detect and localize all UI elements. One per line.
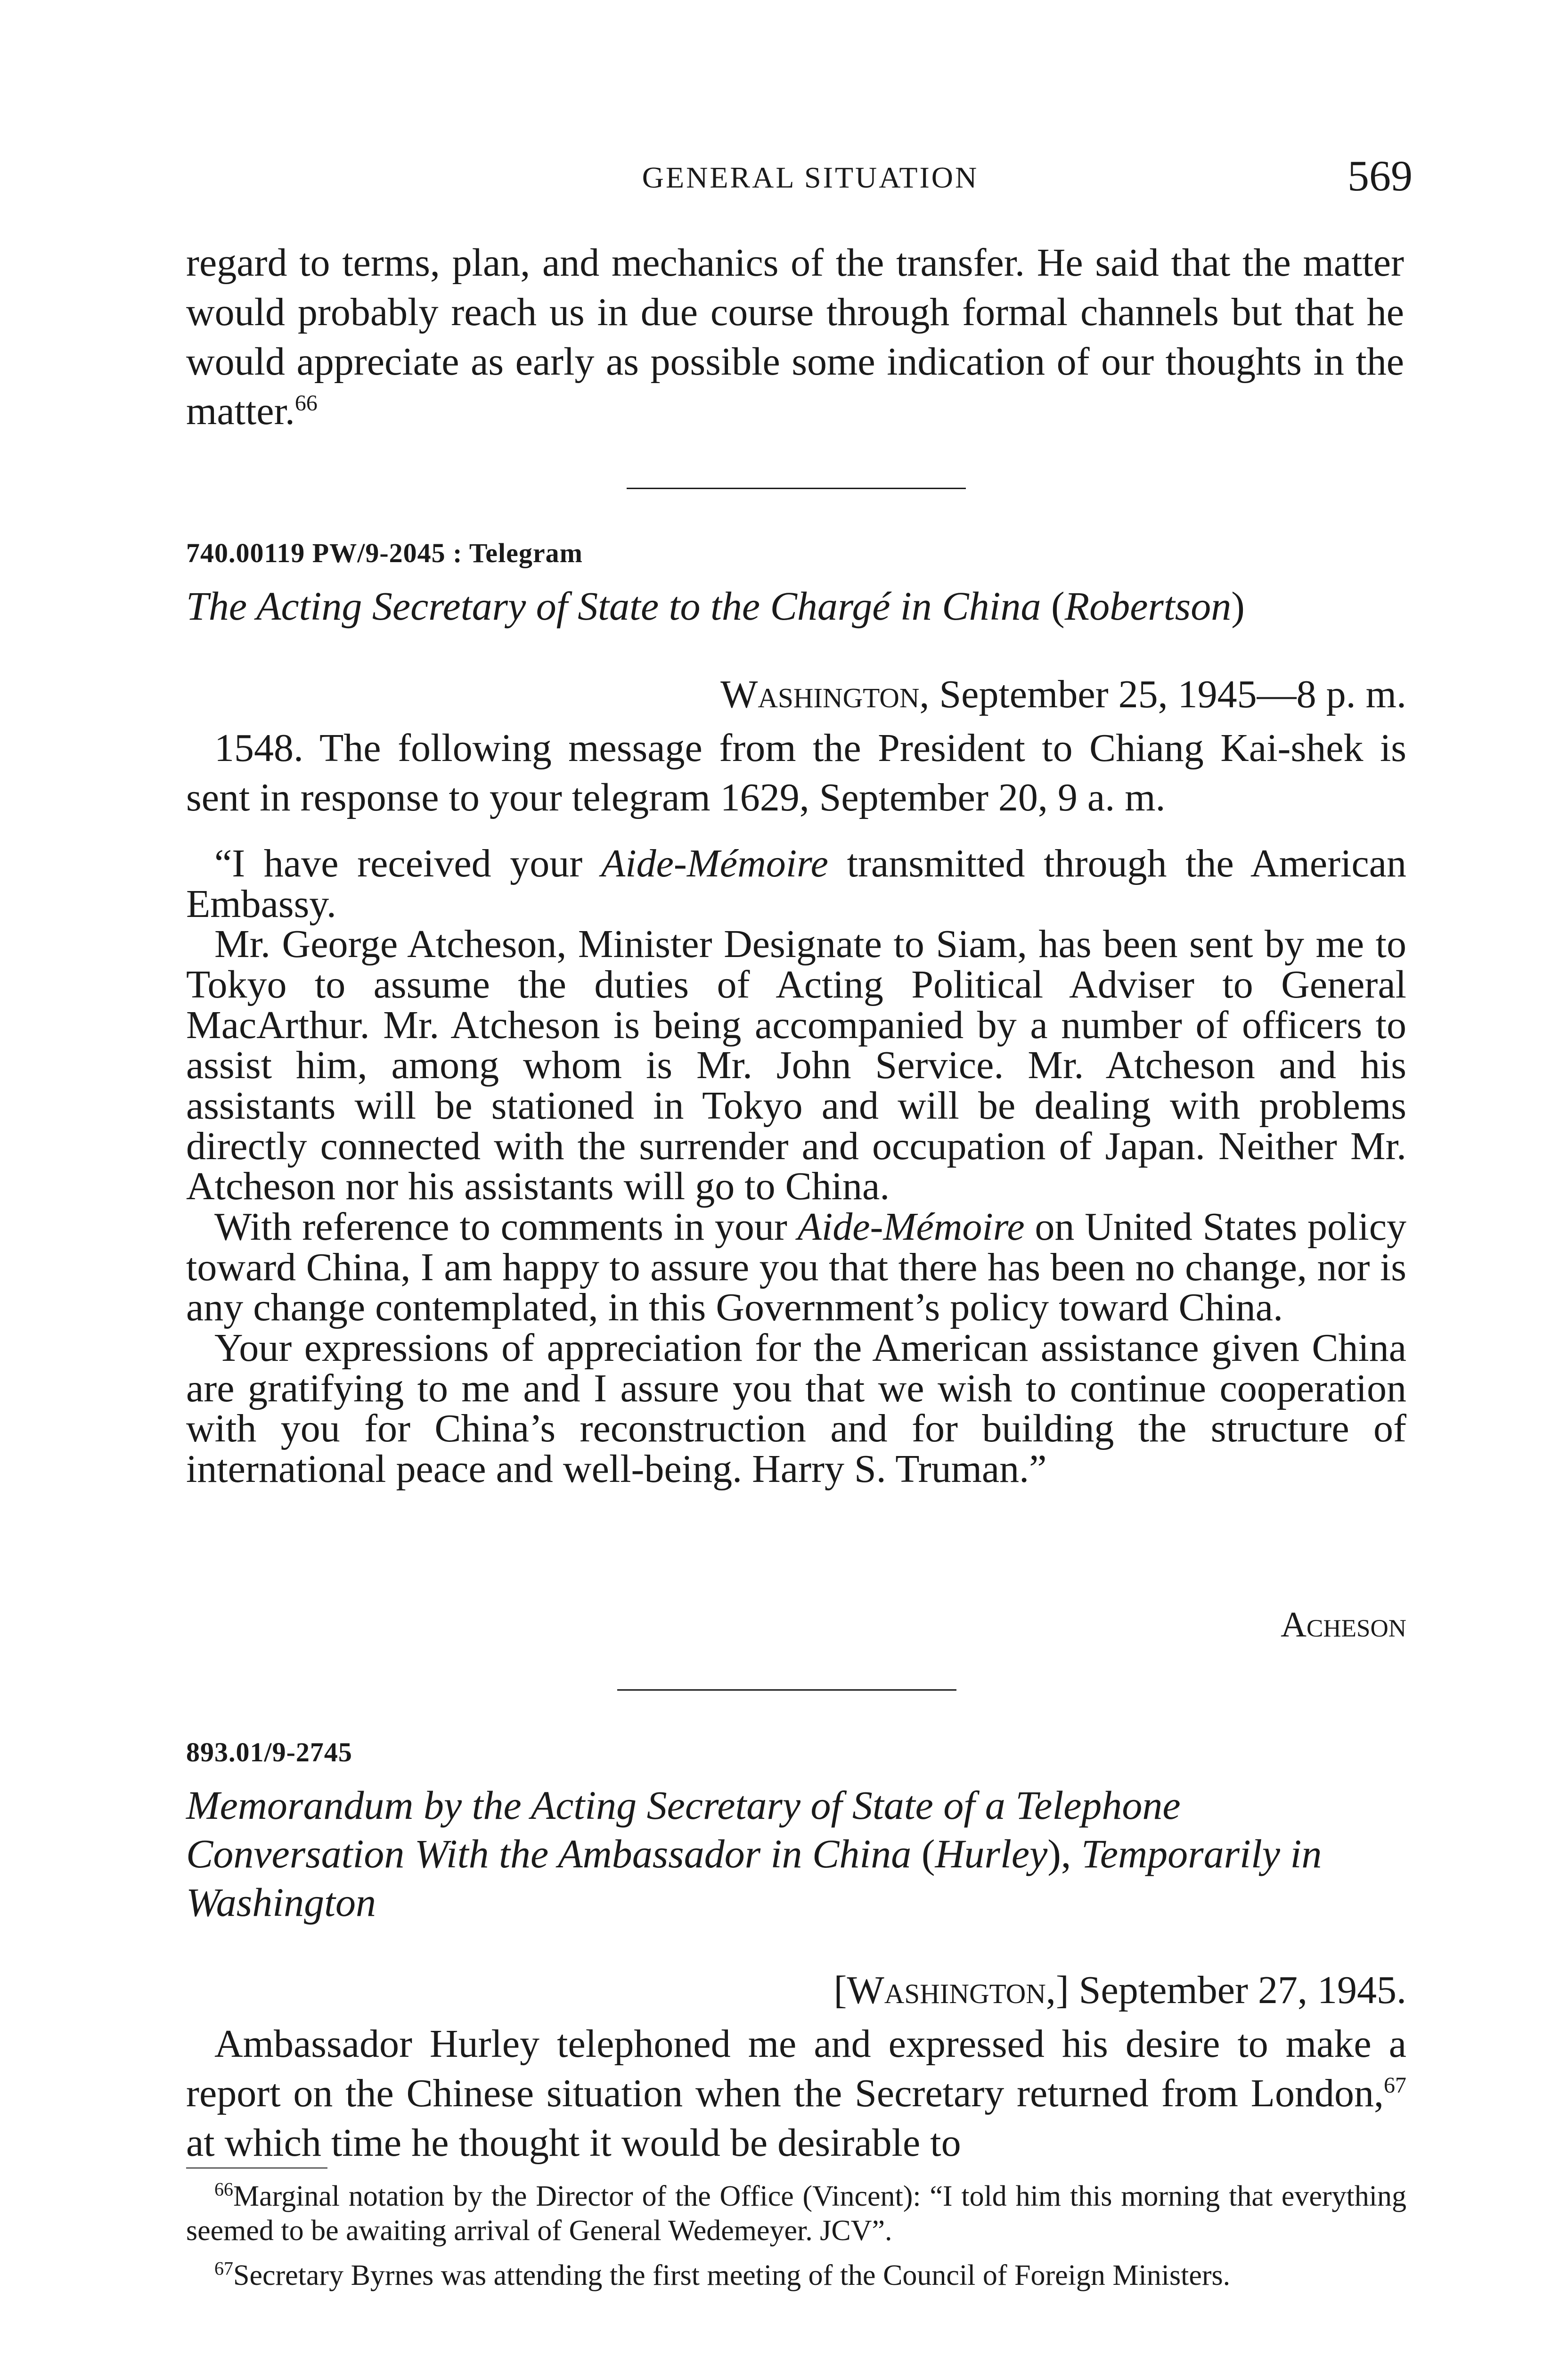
running-head: GENERAL SITUATION (642, 161, 979, 194)
doc2-title: Memorandum by the Acting Secretary of State of a Telephone Conversation With the Ambassador in China (Hurley), Temporarily in Washington (186, 1783, 1322, 1925)
continuation-paragraph (186, 238, 1404, 436)
doc1-para-5: Your expressions of appreciation for the American assistance given China are gratifying to me and I assure you that we wish to continue cooperation with you for China’s reconstruction and for building the structure of international peace and well-being. Harry S. Truman.” (186, 1326, 1406, 1491)
doc1-title-main: The Acting Secretary of State to the Chargé in China (186, 583, 1041, 629)
doc1-para-2: “I have received your Aide-Mémoire transmitted through the American Embassy. (186, 842, 1406, 926)
doc1-title-recipient: Robertson (1064, 583, 1232, 629)
footnote-ref-66: 66 (294, 391, 318, 416)
doc2-title-name: Hurley (935, 1831, 1048, 1877)
doc1-dateline-place: Washington (720, 672, 920, 716)
doc2-title-suffix: Temporarily in Washington (186, 1831, 1322, 1925)
doc2-dateline-date: ,] September 27, 1945. (1045, 1968, 1406, 2012)
doc2-dateline-place: Washington (847, 1968, 1046, 2012)
footnote-ref-67: 67 (1384, 2073, 1406, 2098)
footnote-66: $^{66}$Marginal notation by the Director of the Office (Vincent): “I told him this morning that everything seemed to be awaiting arrival of General Wedemeyer. JCV”. (186, 2178, 1406, 2247)
doc2-file-reference: 893.01/9-2745 (186, 1737, 352, 1767)
page-number: 569 (1348, 152, 1413, 200)
doc1-message-body (186, 843, 1406, 1489)
doc2-para-1: Ambassador Hurley telephoned me and expressed his desire to make a report on the Chinese situation when the Secretary returned from London,$^{67}$ at which time he thought it would be desirable to (186, 2022, 1406, 2165)
continuation-text: regard to terms, plan, and mechanics of the transfer. He said that the matter would probably reach us in due course through formal channels but that he would appreciate as early as possible some indication of our thoughts in the matter. (186, 241, 1404, 433)
doc1-dateline (186, 671, 1406, 717)
doc2-title-main: Memorandum by the Acting Secretary of State of a Telephone Conversation With the Ambassador in China (186, 1783, 1181, 1877)
doc2-dateline: [Washington,] September 27, 1945. (833, 1968, 1406, 2012)
doc1-file-reference: 740.00119 PW/9-2045 : Telegram (186, 538, 583, 568)
footnotes (186, 2179, 1406, 2303)
doc1-title: The Acting Secretary of State to the Chargé in China (Robertson) (186, 583, 1245, 629)
doc1-signature: Acheson (1281, 1605, 1406, 1644)
section-divider (617, 1689, 956, 1691)
footnote-67: $^{67}$Secretary Byrnes was attending the first meeting of the Council of Foreign Ministers. (214, 2258, 1231, 2292)
section-divider (627, 488, 966, 489)
doc1-para-3: Mr. George Atcheson, Minister Designate to Siam, has been sent by me to Tokyo to assume the duties of Acting Political Adviser to General MacArthur. Mr. Atcheson is being accompanied by a number of officers to assist him, among whom is Mr. John Service. Mr. Atcheson and his assistants will be stationed in Tokyo and will be dealing with problems directly connected with the surrender and occupation of Japan. Neither Mr. Atcheson nor his assistants will go to China. (186, 922, 1406, 1209)
doc1-para-1: 1548. The following message from the President to Chiang Kai-shek is sent in response to your telegram 1629, September 20, 9 a. m. (186, 726, 1406, 819)
doc1-dateline-date: , September 25, 1945—8 p. m. (919, 672, 1406, 716)
doc1-para-4: With reference to comments in your Aide-Mémoire on United States policy toward China, I am happy to assure you that there has been no change, nor is any change contemplated, in this Government’s policy toward China. (186, 1205, 1406, 1330)
